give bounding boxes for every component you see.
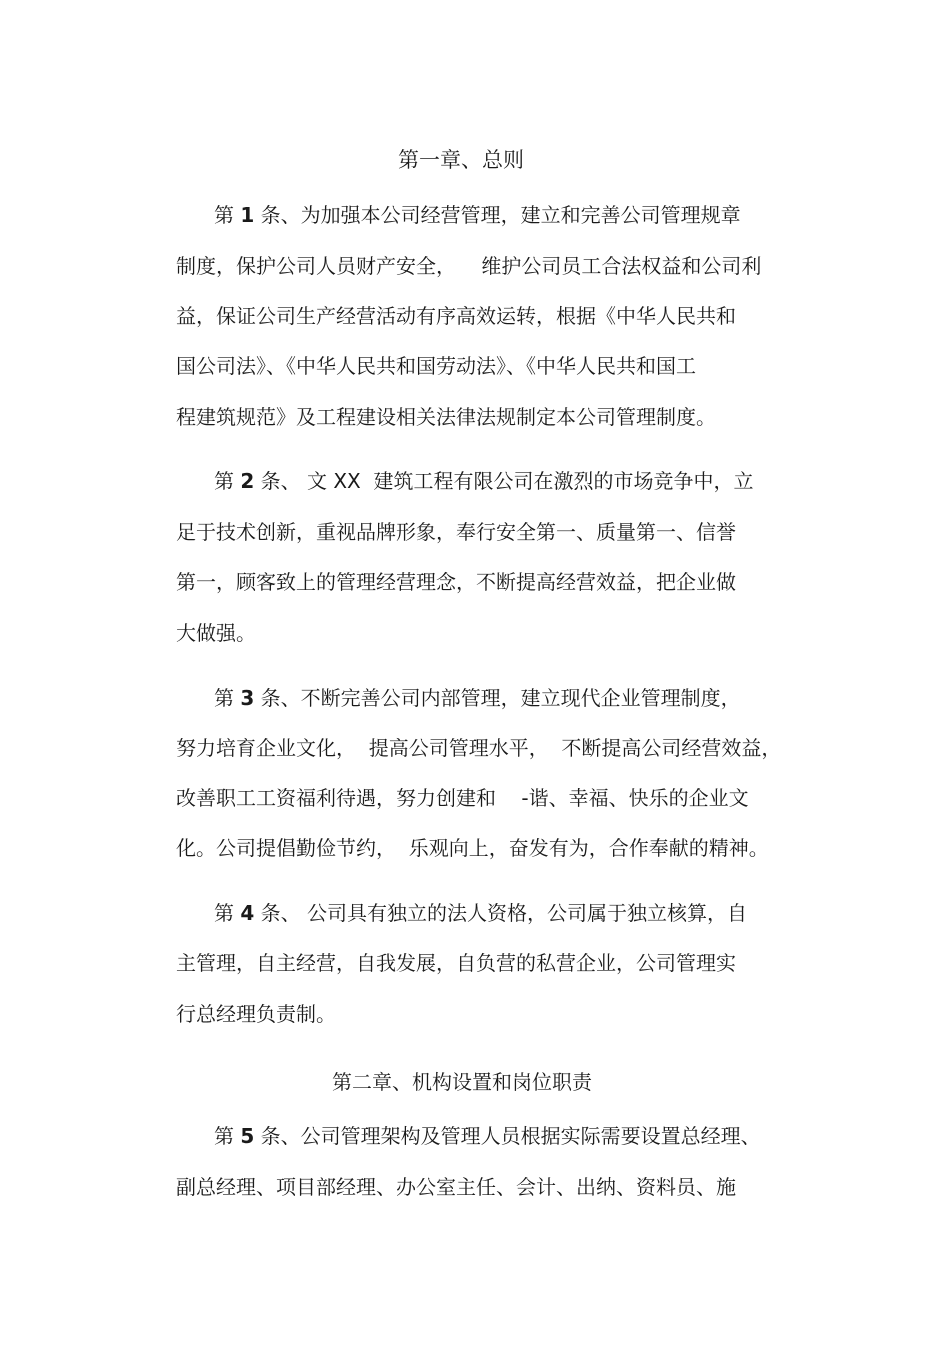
- article-1-line-5: 程建筑规范》及工程建设相关法律法规制定本公司管理制度。: [176, 405, 716, 429]
- article-5-line-1: [214, 1124, 761, 1148]
- chapter-1-title: 第一章、总则: [398, 148, 524, 172]
- article-4-line-2: 主管理，自主经营，自我发展，自负营的私营企业，公司管理实: [176, 951, 736, 975]
- article-2-line-2: 足于技术创新，重视品牌形象，奉行安全第一、质量第一、信誉: [176, 520, 736, 544]
- article-prefix: 第: [214, 686, 241, 710]
- article-1-line-2: 制度，保护公司人员财产安全， 维护公司员工合法权益和公司利: [176, 254, 762, 278]
- article-text: 条、不断完善公司内部管理，建立现代企业管理制度，: [254, 686, 741, 710]
- article-3-line-4: 化。公司提倡勤俭节约， 乐观向上，奋发有为，合作奉献的精神。: [176, 836, 769, 860]
- article-number: 2: [240, 469, 255, 493]
- article-2-line-1: [214, 469, 753, 493]
- article-number: 5: [240, 1124, 255, 1148]
- article-number: 4: [240, 901, 255, 925]
- article-3-line-3: 改善职工工资福利待遇，努力创建和 -谐、幸福、快乐的企业文: [176, 786, 749, 810]
- article-5-line-2: 副总经理、项目部经理、办公室主任、会计、出纳、资料员、施: [176, 1175, 736, 1199]
- article-prefix: 第: [214, 203, 241, 227]
- article-2-line-4: 大做强。: [176, 621, 256, 645]
- article-prefix: 第: [214, 1124, 241, 1148]
- article-text: 条、公司管理架构及管理人员根据实际需要设置总经理、: [254, 1124, 761, 1148]
- article-number: 1: [240, 203, 255, 227]
- article-3-line-1: [214, 686, 741, 710]
- article-1-line-3: 益，保证公司生产经营活动有序高效运转，根据《中华人民共和: [176, 304, 736, 328]
- article-4-line-3: 行总经理负责制。: [176, 1002, 336, 1026]
- article-number: 3: [240, 686, 255, 710]
- article-text: 条、 文 XX 建筑工程有限公司在激烈的市场竞争中，立: [254, 469, 754, 493]
- chapter-2-title: 第二章、机构设置和岗位职责: [332, 1070, 592, 1094]
- article-1-line-1: [214, 203, 741, 227]
- article-prefix: 第: [214, 469, 241, 493]
- article-3-line-2: 努力培育企业文化， 提高公司管理水平， 不断提高公司经营效益，: [176, 736, 782, 760]
- article-text: 条、 公司具有独立的法人资格，公司属于独立核算，自: [254, 901, 747, 925]
- article-4-line-1: [214, 901, 747, 925]
- article-1-line-4: 国公司法》、《中华人民共和国劳动法》、《中华人民共和国工: [176, 354, 696, 378]
- article-text: 条、为加强本公司经营管理，建立和完善公司管理规章: [254, 203, 741, 227]
- article-2-line-3: 第一，顾客致上的管理经营理念，不断提高经营效益，把企业做: [176, 570, 736, 594]
- article-prefix: 第: [214, 901, 241, 925]
